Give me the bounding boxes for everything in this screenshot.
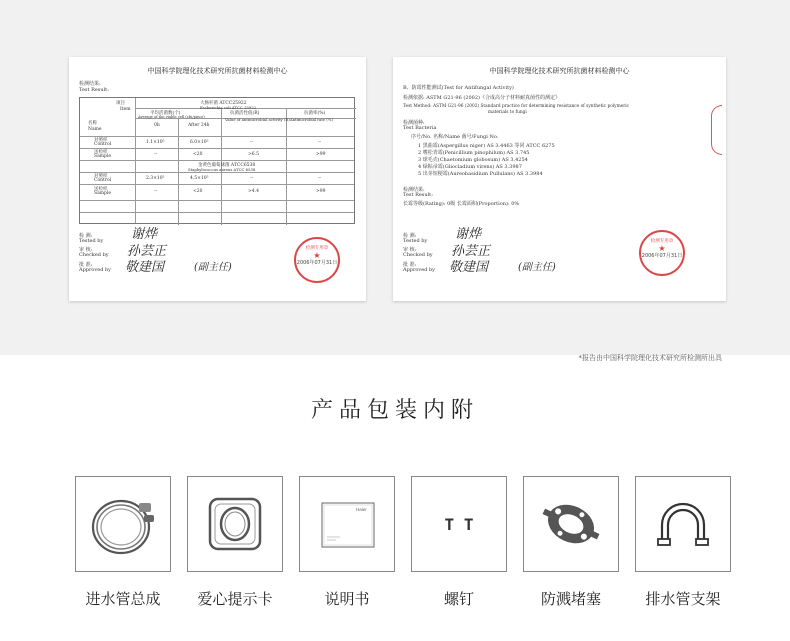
star-icon: ★ [313, 251, 321, 260]
tested-label-en: Tested by [79, 238, 104, 244]
sample-label: 送检样 [94, 150, 108, 155]
result-label-2-en: Test Result: [403, 192, 433, 198]
sample-label-2: 送检样 [94, 187, 108, 192]
control-label: 对照样 [94, 138, 108, 143]
item-splash-plug [523, 476, 619, 609]
antifungal-report [393, 57, 726, 301]
fungi-row: 4 绿粘帚霉(Gliocladium virens) AS 3.3987 [418, 164, 522, 170]
approved-label: 批 准: [79, 262, 93, 268]
item-care-card [187, 476, 283, 609]
signature-tester-2: 谢烨 [455, 227, 482, 242]
screws-icon: T T [444, 515, 474, 534]
s1-r: >6.5 [248, 152, 259, 157]
partial-seal-stamp [711, 105, 722, 155]
item-image [635, 476, 731, 572]
approved-label-2: 批 准: [403, 262, 417, 268]
fungi-row: 5 出芽短梗霉(Aureobasidium Pullulans) AS 3.3984 [418, 171, 543, 177]
c1-r: -- [250, 140, 254, 145]
red-seal-stamp-2 [639, 230, 685, 276]
signature-approver-title-2: (副主任) [518, 262, 556, 273]
col-rate-en: Antimicrobial rate (%) [290, 117, 333, 122]
item-label: 进水管总成 [85, 590, 161, 608]
c2-r: -- [250, 176, 254, 181]
item-label: 螺钉 [443, 590, 474, 608]
col-24h: After 24h [188, 123, 210, 128]
c2-24h: 4.5×10⁵ [190, 176, 209, 181]
s1-rate: >99 [316, 152, 326, 157]
test-method-en-2: materials to fungi [488, 110, 527, 115]
top-band [0, 0, 790, 37]
col-avg: 平均活菌数(个) [150, 111, 181, 116]
c1-0h: 1.1×10⁵ [146, 140, 165, 145]
signature-approver: 敬建国 [125, 260, 165, 275]
item-label: 排水管支架 [645, 590, 721, 608]
test-method-en: Test Method: ASTM G21-96 (2002) Standard practice for determining resistance of synthetic polymeric [403, 104, 630, 109]
manual-brand: Haier [356, 507, 367, 512]
fungi-row: 3 球毛壳(Chaetomium globosum) AS 3.4254 [418, 157, 528, 163]
splash-plug-icon [524, 477, 618, 571]
signature-checker: 孙芸正 [127, 244, 167, 259]
c2-0h: 2.3×10⁵ [146, 176, 165, 181]
c1-rate: -- [318, 140, 322, 145]
item-manual [299, 476, 395, 609]
s1-24h: <20 [193, 152, 203, 157]
section-title: 产品包装内附 [310, 398, 479, 423]
item-label: 说明书 [324, 590, 370, 608]
s2-24h: <20 [193, 189, 203, 194]
c1-24h: 6.0×10⁵ [190, 140, 209, 145]
stamp-text-2: 检测专用章 [650, 239, 674, 244]
item-drain-bracket [635, 476, 731, 609]
header-name: 名称 [88, 121, 97, 126]
control-label-2: 对照样 [94, 174, 108, 179]
item-image [187, 476, 283, 572]
col-avg-en: Average of the viable cell (cfu/piece) [138, 115, 205, 119]
stamp-text: 检测专用章 [305, 246, 329, 251]
bacteria-1-en: Escherichia coli ATCC 25922 [200, 105, 257, 110]
s1-0h: -- [154, 152, 158, 157]
item-water-inlet-hose [75, 476, 171, 609]
col-value: 抗菌活性值(R) [230, 111, 260, 116]
sample-label-en: Sample [94, 154, 112, 159]
bacteria-2: 金黄色葡萄球菌 ATCC6538 [198, 163, 256, 168]
red-seal-stamp [294, 237, 340, 283]
checked-label-2: 审 核: [403, 247, 417, 253]
result-label: 检测结果: [79, 81, 101, 87]
item-label: 爱心提示卡 [197, 590, 273, 608]
signature-approver-2: 敬建国 [449, 260, 489, 275]
rating-line: 长霉等级(Rating): 0级 长霉面积(Proportion): 0% [403, 201, 520, 207]
header-item: 项目 [116, 101, 125, 106]
tested-label-2: 检 测: [403, 233, 417, 239]
item-image [299, 476, 395, 572]
sample-label-2-en: Sample [94, 191, 112, 196]
report-note: *报告由中国科学院理化技术研究所检测所出具 [578, 354, 722, 362]
result-table [79, 97, 355, 224]
bacteria-2-en: Staphylococcus aureus ATCC 6538 [188, 167, 256, 172]
signature-checker-2: 孙芸正 [451, 244, 491, 259]
approved-label-2-en: Approved by [403, 267, 436, 273]
s2-rate: >99 [316, 189, 326, 194]
signature-tester: 谢烨 [131, 227, 158, 242]
bacteria-1: 大肠杆菌 ATCC25922 [200, 101, 247, 106]
reports-area [0, 37, 790, 362]
report-title-2: 中国科学院理化技术研究所抗菌材料检测中心 [489, 67, 630, 75]
fungi-row: 1 黑曲霉(Aspergillus niger) AS 3.4463 等同 ATCC 6275 [418, 143, 555, 149]
result-label-en: Test Result: [79, 87, 109, 93]
stamp-date-2: 2006年07月31日 [641, 253, 683, 259]
checked-label: 审 核: [79, 247, 93, 253]
signature-approver-title: (副主任) [194, 262, 232, 273]
report-title: 中国科学院理化技术研究所抗菌材料检测中心 [147, 67, 288, 75]
checked-label-en: Checked by [79, 252, 109, 258]
tested-label: 检 测: [79, 233, 93, 239]
header-item-en: Item [120, 107, 131, 112]
hose-icon [76, 477, 170, 571]
fungi-table-header: 序号/No. 名称/Name 菌号/Fungi No. [411, 134, 499, 140]
col-value-en: Value of antimicrobial activity (R) [225, 117, 290, 122]
test-fungi-label: 检测菌种: [403, 120, 425, 126]
drain-bracket-icon [636, 477, 730, 571]
s2-0h: -- [154, 189, 158, 194]
item-image [411, 476, 507, 572]
result-label-2: 检测结果: [403, 187, 425, 193]
test-fungi-label-en: Test Bacteria [403, 125, 437, 131]
card-icon [188, 477, 282, 571]
approved-label-en: Approved by [79, 267, 112, 273]
s2-r: >4.4 [248, 189, 259, 194]
item-image [523, 476, 619, 572]
item-image [75, 476, 171, 572]
stamp-date: 2006年07月31日 [296, 260, 338, 266]
header-name-en: Name [88, 127, 102, 132]
manual-icon [300, 477, 394, 571]
tested-label-2-en: Tested by [403, 238, 428, 244]
fungi-row: 2 嗜松青霉(Penicillium pinophilum) AS 3.745 [418, 150, 530, 156]
antibacterial-report [69, 57, 366, 301]
control-label-en: Control [94, 142, 112, 147]
star-icon: ★ [658, 244, 666, 253]
item-screws [411, 476, 507, 609]
col-0h: 0h [154, 123, 160, 128]
col-rate: 抗菌率(%) [304, 111, 326, 116]
c2-rate: -- [318, 176, 322, 181]
item-label: 防溅堵塞 [540, 590, 601, 608]
control-label-2-en: Control [94, 178, 112, 183]
test-title: B、防霉性能测试(Test for Antifungal Activity) [403, 85, 514, 91]
checked-label-2-en: Checked by [403, 252, 433, 258]
test-method: 检测依据: ASTM G21-96 (2002)《合成高分子材料耐真菌性的测定》 [403, 95, 560, 101]
